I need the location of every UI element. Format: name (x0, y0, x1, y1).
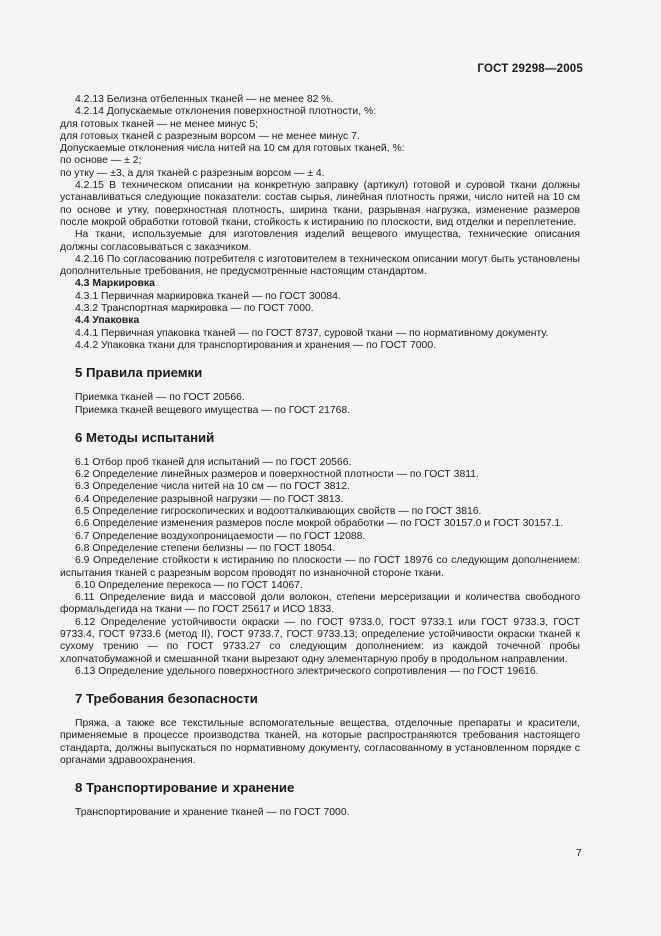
clause-6-13: 6.13 Определение удельного поверхностного электрического сопротивления — по ГОСТ 19616. (75, 665, 539, 677)
clause-text: Допускаемые отклонения числа нитей на 10 см для готовых тканей, %: (60, 143, 405, 155)
clause-6-8: 6.8 Определение степени белизны — по ГОСТ 18054. (75, 542, 336, 554)
document-code-header: ГОСТ 29298—2005 (477, 63, 583, 75)
clause-6-6: 6.6 Определение изменения размеров после мокрой обработки — по ГОСТ 30157.0 и ГОСТ 30157.1. (75, 518, 564, 530)
clause-4-3-2: 4.3.2 Транспортная маркировка — по ГОСТ 7000. (75, 303, 314, 315)
clause-4-2-16: 4.2.16 По согласованию потребителя с изготовителем в техническом описании могут быть установлены дополнительные требования, не предусмотренные настоящим стандартом. (60, 253, 580, 278)
clause-text: На ткани, используемые для изготовления изделий вещевого имущества, технические описания должны согласовываться с заказчиком. (60, 229, 580, 253)
clause-text: по утку — ±3, а для тканей с разрезным ворсом — ± 4. (60, 167, 325, 179)
clause-4-2-15: 4.2.15 В техническом описании на конкретную заправку (артикул) готовой и суровой ткани должны устанавливаться следующие показатели: состав сырья, линейная плотность пряжи, число нитей на 10 см по основе и утку, поверхностная плотность, ширина ткани, разрывная нагрузка, изменение размеров после мокрой обработки готовой ткани, стойкость к истиранию по плоскости, вид отделки и переплетение. (60, 180, 580, 228)
clause-6-9: 6.9 Определение стойкости к истиранию по плоскости — по ГОСТ 18976 со следующим дополнением: испытания тканей с разрезным ворсом проводят по изнаночной стороне ткани. (60, 555, 580, 579)
clause-text: Приемка тканей — по ГОСТ 20566. (75, 392, 245, 404)
clause-text: Пряжа, а также все текстильные вспомогательные вещества, отделочные препараты и красители, применяемые в процессе производства тканей, на которые распространяются требования настоящего стандарта, должны выпускаться по нормативному документу, согласованному в установленном порядке с органами здравоохранения. (60, 718, 580, 767)
subsection-4-3-heading: 4.3 Маркировка (75, 278, 155, 290)
clause-6-4: 6.4 Определение разрывной нагрузки — по ГОСТ 3813. (75, 493, 344, 505)
subsection-4-4-heading: 4.4 Упаковка (75, 315, 140, 327)
clause-6-3: 6.3 Определение числа нитей на 10 см — по ГОСТ 3812. (75, 481, 350, 493)
section-5-heading: 5 Правила приемки (75, 365, 203, 381)
page-number: 7 (576, 848, 582, 859)
section-6-heading: 6 Методы испытаний (75, 429, 215, 445)
clause-text: по основе — ± 2; (60, 155, 142, 167)
clause-4-2-14: 4.2.14 Допускаемые отклонения поверхностной плотности, %: (75, 106, 377, 118)
clause-text: для готовых тканей — не менее минус 5; (60, 118, 259, 130)
clause-6-2: 6.2 Определение линейных размеров и поверхностной плотности — по ГОСТ 3811. (75, 469, 479, 481)
clause-6-5: 6.5 Определение гигроскопических и водоотталкивающих свойств — по ГОСТ 3816. (75, 506, 482, 518)
clause-4-4-1: 4.4.1 Первичная упаковка тканей — по ГОСТ 8737, суровой ткани — по нормативному документу. (75, 327, 549, 339)
clause-6-7: 6.7 Определение воздухопроницаемости — по ГОСТ 12088. (75, 530, 366, 542)
clause-6-11: 6.11 Определение вида и массовой доли волокон, степени мерсеризации и количества свободного формальдегида на ткани — по ГОСТ 25617 и ИСО 1833. (60, 592, 580, 616)
clause-6-1: 6.1 Отбор проб тканей для испытаний — по ГОСТ 20566. (75, 456, 352, 468)
clause-4-3-1: 4.3.1 Первичная маркировка тканей — по ГОСТ 30084. (75, 290, 341, 302)
section-8-heading: 8 Транспортирование и хранение (75, 780, 295, 796)
page-body (60, 94, 580, 820)
section-7-heading: 7 Требования безопасности (75, 691, 258, 707)
clause-6-12: 6.12 Определение устойчивости окраски — по ГОСТ 9733.0, ГОСТ 9733.1 или ГОСТ 9733.3, ГОСТ 9733.4, ГОСТ 9733.6 (метод II), ГОСТ 9733.7, ГОСТ 9733.13; определение устойчивости окраски тканей к сухому трению — по ГОСТ 9733.27 со следующим дополнением: из каждой точечной пробы хлопчатобумажной и смешанной ткани вырезают одну элементарную пробу в продольном направлении. (60, 616, 580, 665)
clause-text: Приемка тканей вещевого имущества — по ГОСТ 21768. (75, 404, 351, 416)
clause-6-10: 6.10 Определение перекоса — по ГОСТ 14067. (75, 579, 303, 591)
clause-4-4-2: 4.4.2 Упаковка ткани для транспортирования и хранения — по ГОСТ 7000. (75, 339, 436, 351)
clause-text: Транспортирование и хранение тканей — по ГОСТ 7000. (75, 807, 350, 819)
clause-text: для готовых тканей с разрезным ворсом — не менее минус 7. (60, 130, 360, 142)
clause-4-2-13: 4.2.13 Белизна отбеленных тканей — не менее 82 %. (75, 94, 334, 105)
